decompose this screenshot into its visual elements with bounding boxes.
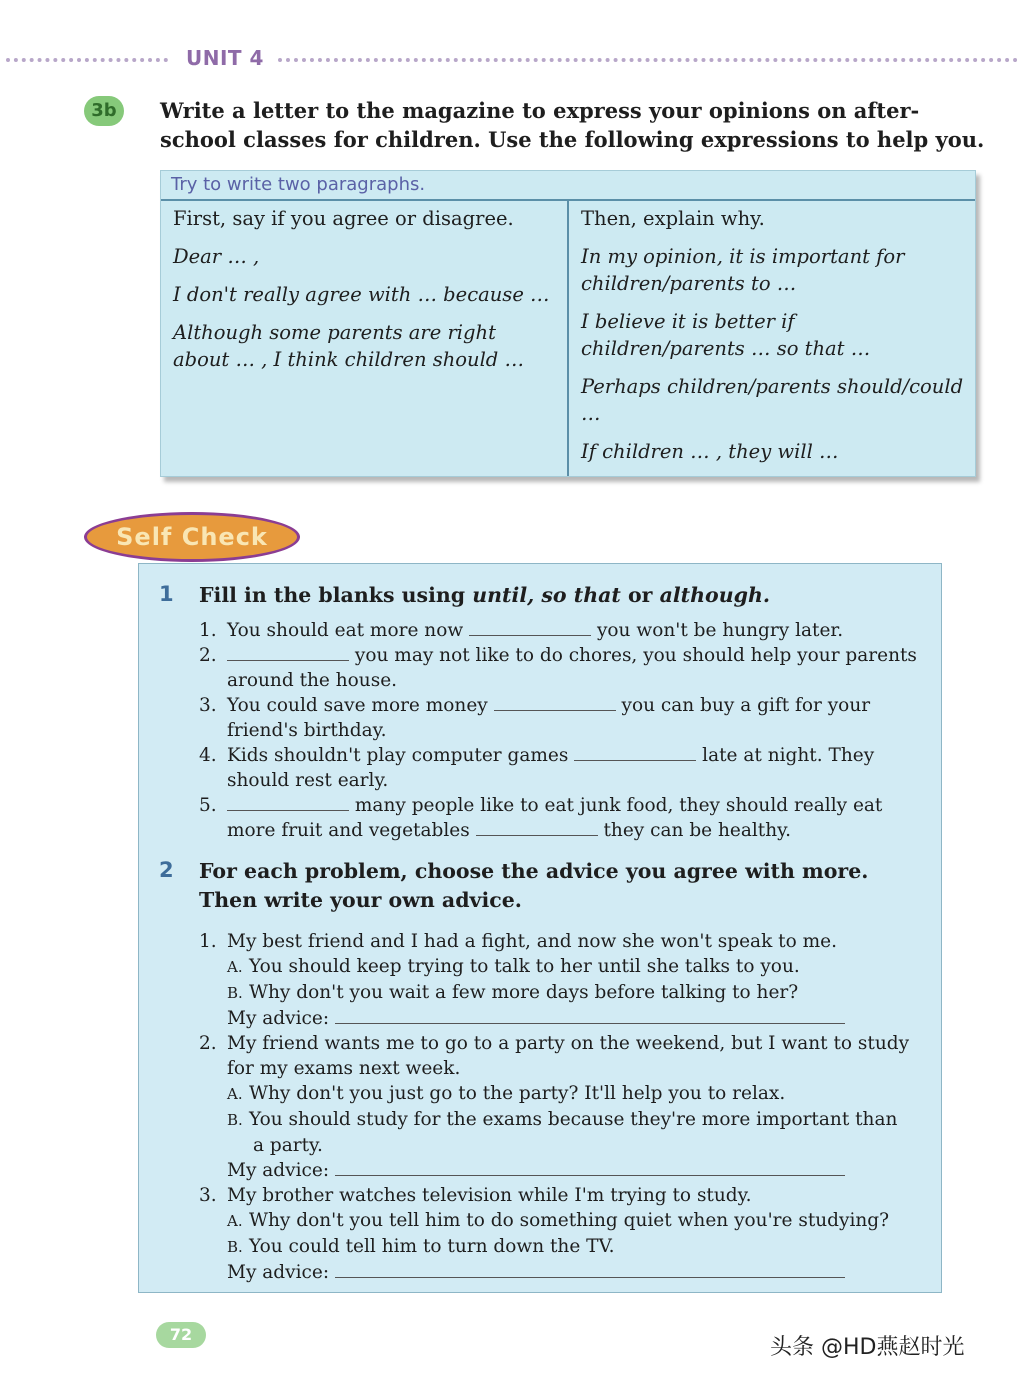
task-badge: 3b: [84, 96, 124, 126]
question-number: 2: [159, 858, 174, 882]
left-phrase: Dear … ,: [173, 245, 260, 268]
heading-keyword: although.: [659, 583, 771, 607]
exercise-item: [199, 643, 929, 668]
item-text: late at night. They: [702, 745, 875, 766]
option-text: Why don't you wait a few more days before talking to her?: [249, 982, 799, 1003]
paragraph-table-heading: Try to write two paragraphs.: [161, 171, 975, 201]
item-continuation: around the house.: [227, 670, 398, 691]
dotted-rule-right: [278, 58, 1018, 62]
watermark: 头条 @HD燕赵时光: [770, 1335, 965, 1360]
item-continuation: should rest early.: [227, 770, 389, 791]
exercise-1-list: [199, 618, 929, 843]
item-number: 2.: [199, 645, 217, 666]
advice-line: [199, 1158, 929, 1183]
question-2-heading: For each problem, choose the advice you agree with more. Then write your own advice.: [199, 859, 869, 912]
answer-blank[interactable]: [469, 634, 591, 636]
option-b[interactable]: [199, 1107, 929, 1133]
item-continuation: [199, 818, 929, 843]
item-number: 3.: [199, 695, 217, 716]
option-a[interactable]: [199, 1208, 929, 1234]
option-continuation: a party.: [253, 1135, 323, 1156]
right-column: [581, 205, 971, 465]
advice-blank[interactable]: [335, 1174, 845, 1176]
item-text: they can be healthy.: [603, 820, 792, 841]
left-phrase: I don't really agree with … because …: [173, 283, 550, 306]
option-letter: B.: [227, 1238, 243, 1256]
option-letter: B.: [227, 984, 243, 1002]
answer-blank[interactable]: [574, 759, 696, 761]
dotted-rule-left: [6, 58, 168, 62]
right-lead: Then, explain why.: [581, 207, 765, 230]
item-text: you won't be hungry later.: [596, 620, 844, 641]
advice-line: [199, 1260, 929, 1285]
heading-keyword: until, so that: [472, 583, 621, 607]
item-number: 1.: [199, 620, 217, 641]
advice-label: My advice:: [227, 1008, 330, 1029]
heading-text: or: [620, 583, 660, 607]
answer-blank[interactable]: [476, 834, 598, 836]
right-phrase: If children … , they will …: [581, 440, 839, 463]
right-phrase: I believe it is better if children/parents … so that …: [581, 310, 871, 360]
item-number: 2.: [199, 1033, 217, 1054]
item-number: 5.: [199, 795, 217, 816]
item-number: 4.: [199, 745, 217, 766]
heading-text: Fill in the blanks using: [199, 583, 473, 607]
problem-item: [199, 1183, 929, 1208]
item-text: more fruit and vegetables: [227, 820, 470, 841]
question-1-heading: [199, 581, 919, 610]
task-instruction: Write a letter to the magazine to express your opinions on after-school classes for children. Use the following expressions to help you.: [160, 98, 985, 152]
self-check-banner: Self Check: [84, 512, 300, 562]
question-number: 1: [159, 582, 174, 606]
unit-header: [0, 44, 1024, 74]
option-text: Why don't you tell him to do something quiet when you're studying?: [249, 1210, 890, 1231]
left-column: [173, 205, 558, 373]
option-text: Why don't you just go to the party? It'll help you to relax.: [249, 1083, 786, 1104]
advice-blank[interactable]: [335, 1022, 845, 1024]
option-text: You should study for the exams because they're more important than: [249, 1109, 898, 1130]
item-text: Kids shouldn't play computer games: [227, 745, 569, 766]
problem-item: [199, 929, 929, 954]
item-text: You should eat more now: [227, 620, 464, 641]
exercise-item: [199, 693, 929, 718]
column-divider: [567, 201, 569, 476]
option-a[interactable]: [199, 954, 929, 980]
answer-blank[interactable]: [227, 809, 349, 811]
problem-text: My best friend and I had a fight, and now she won't speak to me.: [227, 931, 837, 952]
advice-blank[interactable]: [335, 1276, 845, 1278]
item-continuation: friend's birthday.: [227, 720, 387, 741]
advice-label: My advice:: [227, 1160, 330, 1181]
option-letter: A.: [227, 958, 243, 976]
left-phrase: Although some parents are right about … , I think children should …: [173, 321, 524, 371]
paragraph-table: [160, 170, 976, 477]
option-letter: A.: [227, 1085, 243, 1103]
answer-blank[interactable]: [227, 659, 349, 661]
advice-label: My advice:: [227, 1262, 330, 1283]
option-letter: A.: [227, 1212, 243, 1230]
option-text: You should keep trying to talk to her until she talks to you.: [249, 956, 800, 977]
item-text: You could save more money: [227, 695, 488, 716]
problem-text: My brother watches television while I'm trying to study.: [227, 1185, 752, 1206]
unit-label: UNIT 4: [186, 46, 264, 70]
left-lead: First, say if you agree or disagree.: [173, 207, 514, 230]
advice-line: [199, 1006, 929, 1031]
exercise-item: [199, 743, 929, 768]
item-number: 1.: [199, 931, 217, 952]
exercise-2-list: [199, 929, 929, 1285]
exercise-item: [199, 618, 929, 643]
right-phrase: In my opinion, it is important for children/parents to …: [581, 245, 905, 295]
item-number: 3.: [199, 1185, 217, 1206]
item-text: you may not like to do chores, you should help your parents: [354, 645, 917, 666]
item-text: you can buy a gift for your: [621, 695, 871, 716]
page-number: 72: [156, 1322, 206, 1348]
answer-blank[interactable]: [494, 709, 616, 711]
option-b[interactable]: [199, 1234, 929, 1260]
problem-continuation: for my exams next week.: [227, 1058, 461, 1079]
self-check-box: [138, 563, 942, 1293]
right-phrase: Perhaps children/parents should/could …: [581, 375, 964, 425]
exercise-item: [199, 793, 929, 818]
option-a[interactable]: [199, 1081, 929, 1107]
option-letter: B.: [227, 1111, 243, 1129]
option-b[interactable]: [199, 980, 929, 1006]
problem-item: [199, 1031, 929, 1056]
problem-text: My friend wants me to go to a party on the weekend, but I want to study: [227, 1033, 910, 1054]
item-text: many people like to eat junk food, they should really eat: [354, 795, 883, 816]
option-text: You could tell him to turn down the TV.: [249, 1236, 615, 1257]
